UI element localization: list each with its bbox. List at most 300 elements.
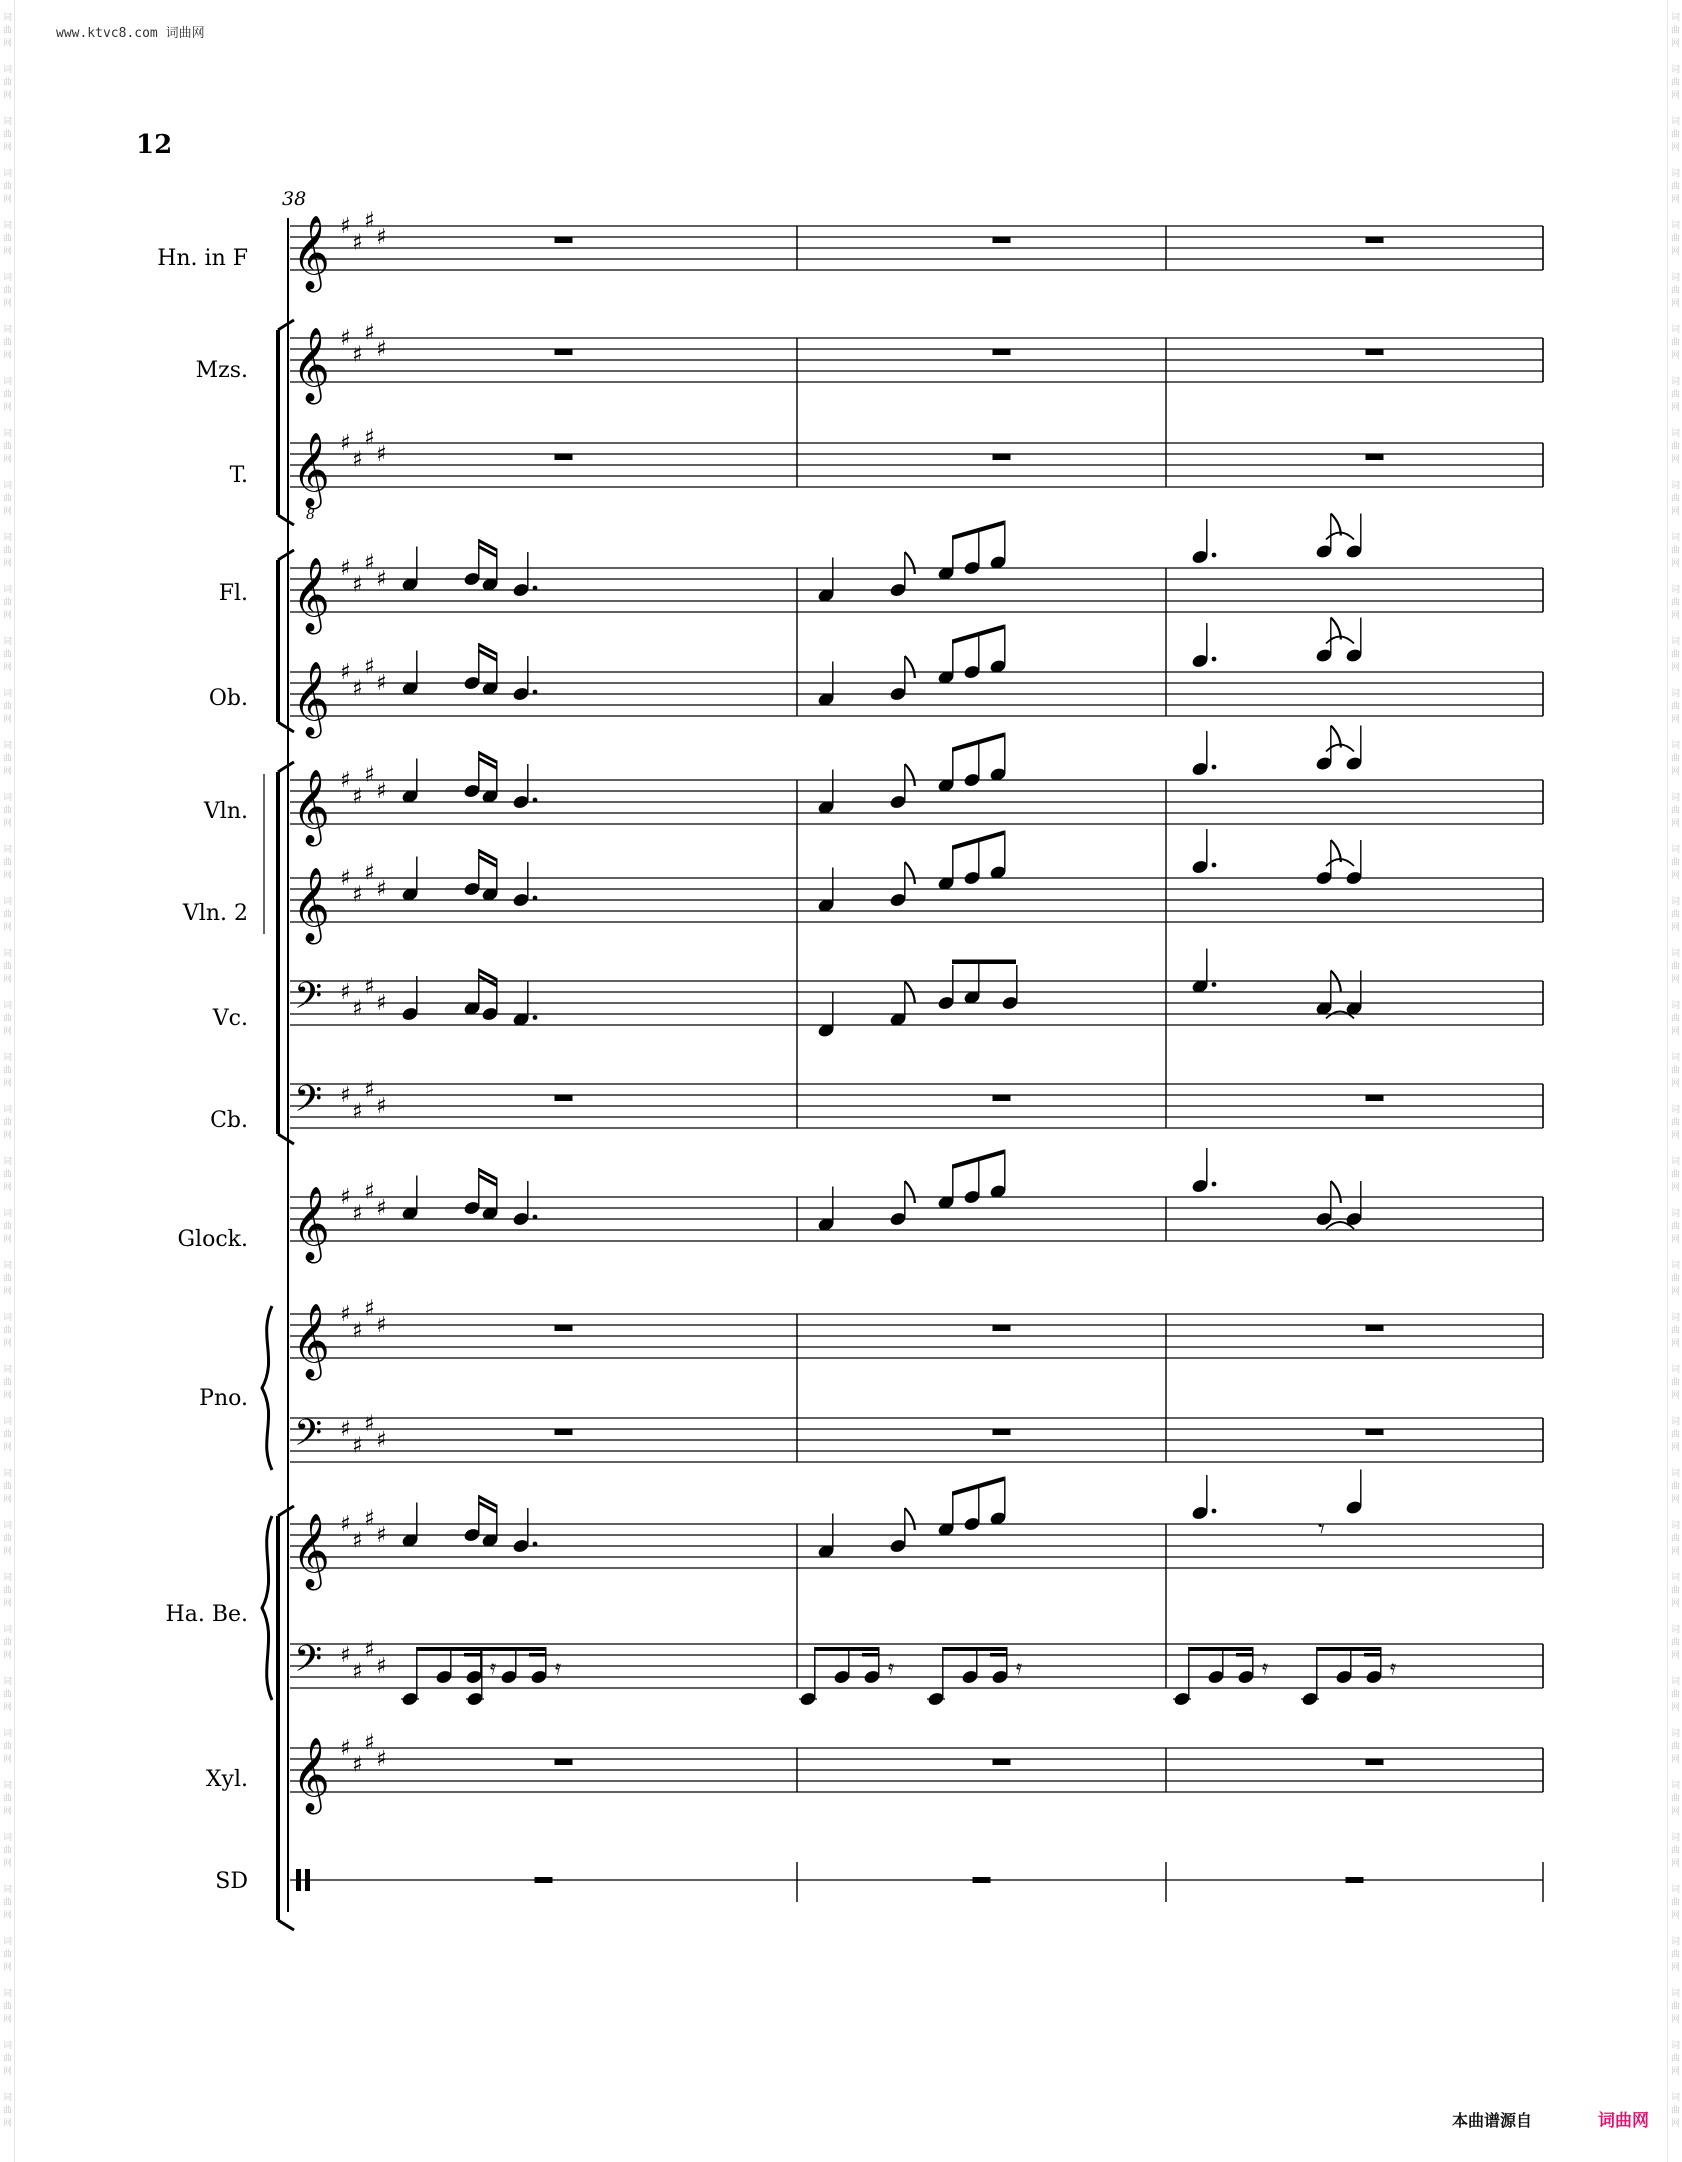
beam <box>862 1653 879 1657</box>
key-sharp: ♯ <box>352 230 363 256</box>
measure-number: 38 <box>282 188 307 210</box>
beam <box>952 733 1004 753</box>
margin-glyph: 曲 <box>1671 2002 1681 2012</box>
margin-glyph: 网 <box>3 767 13 777</box>
key-sharp: ♯ <box>376 877 387 902</box>
sixteenth-rest: 𝄿 <box>555 1655 562 1679</box>
margin-glyph: 网 <box>3 1443 13 1453</box>
margin-glyph: 网 <box>1671 2067 1681 2077</box>
margin-glyph: 网 <box>1671 1755 1681 1765</box>
margin-glyph: 网 <box>1671 1963 1681 1973</box>
margin-glyph: 词 <box>1671 1989 1681 1999</box>
instrument-label: Fl. <box>218 581 248 606</box>
key-sharp: ♯ <box>340 214 351 239</box>
margin-glyph: 词 <box>1671 1365 1681 1375</box>
margin-glyph: 词 <box>3 1469 13 1479</box>
margin-glyph: 词 <box>1671 13 1681 23</box>
margin-glyph: 网 <box>1671 247 1681 257</box>
treble-clef: 𝄞 <box>292 770 330 844</box>
whole-rest <box>1346 1877 1364 1883</box>
footer-source-text: 本曲谱源自 <box>1452 2111 1533 2130</box>
margin-glyph: 曲 <box>3 1378 13 1388</box>
margin-glyph: 词 <box>3 637 13 647</box>
brace <box>262 1306 272 1470</box>
key-sharp: ♯ <box>364 550 375 576</box>
key-sharp: ♯ <box>364 425 375 451</box>
footer-brand-link[interactable]: 词曲网 <box>1598 2111 1649 2131</box>
dot <box>533 690 538 695</box>
margin-glyph: 曲 <box>3 78 13 88</box>
key-sharp: ♯ <box>352 572 363 598</box>
margin-glyph: 网 <box>3 1183 13 1193</box>
treble-clef: 𝄞 <box>292 433 330 507</box>
key-sharp: ♯ <box>340 768 351 793</box>
margin-glyph: 网 <box>1671 351 1681 361</box>
margin-glyph: 曲 <box>1671 442 1681 452</box>
margin-glyph: 曲 <box>3 1274 13 1284</box>
key-sharp: ♯ <box>376 1654 387 1679</box>
instrument-label: Glock. <box>177 1227 248 1252</box>
treble-clef: 𝄞 <box>292 1514 330 1588</box>
margin-glyph: 曲 <box>1671 1170 1681 1180</box>
bracket-hook <box>278 1920 294 1930</box>
margin-glyph: 词 <box>1671 897 1681 907</box>
beam <box>952 960 1016 965</box>
margin-glyph: 曲 <box>3 2002 13 2012</box>
beam <box>943 1647 1007 1651</box>
margin-glyph: 词 <box>3 845 13 855</box>
beam <box>815 1647 879 1651</box>
dot <box>1212 553 1217 558</box>
margin-glyph: 网 <box>1671 715 1681 725</box>
margin-glyph: 词 <box>1671 1677 1681 1687</box>
key-sharp: ♯ <box>364 1411 375 1437</box>
sixteenth-rest: 𝄿 <box>1390 1655 1397 1679</box>
margin-glyph: 曲 <box>3 806 13 816</box>
dot <box>533 1542 538 1547</box>
instrument-label: Vln. 2 <box>182 901 248 926</box>
margin-glyph: 曲 <box>3 182 13 192</box>
key-sharp: ♯ <box>376 337 387 362</box>
sixteenth-rest: 𝄿 <box>888 1655 895 1679</box>
margin-glyph: 网 <box>3 195 13 205</box>
margin-glyph: 网 <box>1671 507 1681 517</box>
margin-glyph: 词 <box>1671 585 1681 595</box>
margin-glyph: 词 <box>1671 741 1681 751</box>
key-sharp: ♯ <box>352 1659 363 1685</box>
margin-glyph: 词 <box>1671 1261 1681 1271</box>
beam <box>529 1653 546 1657</box>
margin-glyph: 词 <box>1671 1105 1681 1115</box>
margin-glyph: 词 <box>3 1157 13 1167</box>
flag <box>905 764 915 786</box>
margin-glyph: 曲 <box>1671 1430 1681 1440</box>
key-sharp: ♯ <box>352 447 363 473</box>
margin-glyph: 网 <box>1671 1651 1681 1661</box>
instrument-label: Cb. <box>210 1108 248 1133</box>
margin-glyph: 词 <box>3 1417 13 1427</box>
whole-rest <box>1366 237 1384 243</box>
whole-rest <box>1366 1325 1384 1331</box>
margin-glyph: 网 <box>1671 611 1681 621</box>
margin-glyph: 网 <box>1671 143 1681 153</box>
margin-glyph: 网 <box>1671 1391 1681 1401</box>
key-sharp: ♯ <box>340 1512 351 1537</box>
flag <box>905 656 915 678</box>
key-sharp: ♯ <box>376 225 387 250</box>
margin-glyph: 网 <box>3 455 13 465</box>
margin-glyph: 曲 <box>3 546 13 556</box>
key-sharp: ♯ <box>340 980 351 1005</box>
key-sharp: ♯ <box>340 1643 351 1668</box>
margin-glyph: 词 <box>3 1885 13 1895</box>
margin-glyph: 曲 <box>3 1586 13 1596</box>
margin-glyph: 曲 <box>3 1950 13 1960</box>
key-sharp: ♯ <box>340 866 351 891</box>
margin-glyph: 曲 <box>3 1430 13 1440</box>
margin-glyph: 词 <box>3 1833 13 1843</box>
margin-glyph: 词 <box>1671 637 1681 647</box>
margin-glyph: 词 <box>3 429 13 439</box>
margin-glyph: 词 <box>3 13 13 23</box>
key-sharp: ♯ <box>340 1185 351 1210</box>
margin-glyph: 网 <box>3 1287 13 1297</box>
key-sharp: ♯ <box>364 974 375 1000</box>
margin-glyph: 词 <box>1671 1001 1681 1011</box>
margin-glyph: 网 <box>1671 1079 1681 1089</box>
bracket-hook <box>278 1134 294 1144</box>
margin-glyph: 网 <box>3 403 13 413</box>
margin-glyph: 网 <box>3 1859 13 1869</box>
bass-clef: 𝄢 <box>294 1638 323 1689</box>
key-sharp: ♯ <box>376 1523 387 1548</box>
margin-glyph: 曲 <box>1671 910 1681 920</box>
margin-glyph: 曲 <box>1671 286 1681 296</box>
key-sharp: ♯ <box>340 556 351 581</box>
key-sharp: ♯ <box>340 660 351 685</box>
margin-glyph: 网 <box>3 1495 13 1505</box>
margin-glyph: 词 <box>1671 1469 1681 1479</box>
beam <box>952 1150 1004 1170</box>
key-sharp: ♯ <box>352 784 363 810</box>
margin-glyph: 网 <box>3 1703 13 1713</box>
margin-glyph: 曲 <box>1671 1482 1681 1492</box>
instrument-label: T. <box>229 463 248 488</box>
margin-glyph: 词 <box>3 1521 13 1531</box>
dot <box>1212 657 1217 662</box>
margin-glyph: 网 <box>3 1339 13 1349</box>
beam <box>952 1477 1004 1497</box>
margin-glyph: 曲 <box>1671 338 1681 348</box>
whole-rest <box>993 1095 1011 1101</box>
margin-glyph: 曲 <box>1671 1690 1681 1700</box>
whole-rest <box>973 1877 991 1883</box>
margin-glyph: 词 <box>1671 1417 1681 1427</box>
margin-glyph: 词 <box>1671 1625 1681 1635</box>
margin-glyph: 网 <box>1671 1599 1681 1609</box>
key-sharp: ♯ <box>352 1201 363 1227</box>
margin-glyph: 词 <box>1671 1209 1681 1219</box>
key-sharp: ♯ <box>376 671 387 696</box>
key-sharp: ♯ <box>376 442 387 467</box>
margin-glyph: 曲 <box>1671 78 1681 88</box>
beam <box>952 625 1004 645</box>
sixteenth-rest: 𝄿 <box>490 1655 497 1679</box>
site-url[interactable]: www.ktvc8.com 词曲网 <box>56 26 205 41</box>
whole-rest <box>555 1095 573 1101</box>
margin-glyph: 网 <box>1671 975 1681 985</box>
bass-clef: 𝄢 <box>294 1412 323 1463</box>
flag <box>905 1508 915 1530</box>
margin-glyph: 网 <box>3 351 13 361</box>
margin-glyph: 曲 <box>3 1690 13 1700</box>
margin-glyph: 曲 <box>1671 1118 1681 1128</box>
percussion-clef <box>296 1869 301 1891</box>
margin-glyph: 曲 <box>1671 1222 1681 1232</box>
sixteenth-rest: 𝄿 <box>1016 1655 1023 1679</box>
instrument-label: Hn. in F <box>157 246 248 271</box>
margin-glyph: 曲 <box>1671 546 1681 556</box>
margin-glyph: 词 <box>1671 2093 1681 2103</box>
margin-glyph: 词 <box>3 1625 13 1635</box>
key-sharp: ♯ <box>376 1747 387 1772</box>
key-sharp: ♯ <box>364 860 375 886</box>
dot <box>1212 1182 1217 1187</box>
margin-glyph: 网 <box>3 1599 13 1609</box>
whole-rest <box>993 349 1011 355</box>
margin-glyph: 词 <box>3 1365 13 1375</box>
margin-glyph: 网 <box>3 1911 13 1921</box>
margin-glyph: 曲 <box>1671 26 1681 36</box>
margin-glyph: 网 <box>1671 91 1681 101</box>
octave-marker: 8 <box>306 507 315 523</box>
margin-glyph: 词 <box>3 1105 13 1115</box>
key-sharp: ♯ <box>376 991 387 1016</box>
margin-glyph: 网 <box>1671 1183 1681 1193</box>
instrument-label: Vc. <box>212 1006 248 1031</box>
margin-glyph: 网 <box>3 1755 13 1765</box>
key-sharp: ♯ <box>364 1179 375 1205</box>
margin-glyph: 词 <box>3 1937 13 1947</box>
margin-glyph: 网 <box>3 247 13 257</box>
margin-glyph: 词 <box>1671 1313 1681 1323</box>
margin-glyph: 网 <box>1671 871 1681 881</box>
margin-glyph: 网 <box>1671 1339 1681 1349</box>
margin-glyph: 曲 <box>1671 1066 1681 1076</box>
margin-glyph: 网 <box>3 2067 13 2077</box>
margin-glyph: 网 <box>1671 559 1681 569</box>
margin-glyph: 词 <box>3 1001 13 1011</box>
margin-glyph: 曲 <box>1671 1898 1681 1908</box>
key-sharp: ♯ <box>352 1099 363 1125</box>
key-sharp: ♯ <box>364 1077 375 1103</box>
margin-glyph: 曲 <box>3 910 13 920</box>
margin-glyph: 网 <box>3 1235 13 1245</box>
beam <box>1317 1647 1381 1651</box>
page-number: 12 <box>136 130 173 160</box>
instrument-label: Ob. <box>208 686 248 711</box>
whole-rest <box>555 1759 573 1765</box>
key-sharp: ♯ <box>364 320 375 346</box>
margin-glyph: 词 <box>3 1053 13 1063</box>
margin-glyph: 词 <box>1671 221 1681 231</box>
margin-glyph: 词 <box>1671 1157 1681 1167</box>
sixteenth-rest: 𝄿 <box>1262 1655 1269 1679</box>
margin-glyph: 网 <box>1671 2015 1681 2025</box>
margin-glyph: 曲 <box>1671 1638 1681 1648</box>
key-sharp: ♯ <box>352 1318 363 1344</box>
key-sharp: ♯ <box>376 1313 387 1338</box>
key-sharp: ♯ <box>376 1196 387 1221</box>
margin-glyph: 曲 <box>1671 494 1681 504</box>
margin-glyph: 词 <box>1671 1573 1681 1583</box>
margin-glyph: 曲 <box>1671 1378 1681 1388</box>
dot <box>533 798 538 803</box>
dot <box>533 586 538 591</box>
margin-glyph: 词 <box>1671 793 1681 803</box>
dot <box>1212 1509 1217 1514</box>
key-sharp: ♯ <box>364 1730 375 1756</box>
margin-glyph: 词 <box>1671 1781 1681 1791</box>
instrument-label: Vln. <box>203 799 248 824</box>
margin-glyph: 网 <box>1671 195 1681 205</box>
whole-rest <box>993 1759 1011 1765</box>
beam <box>952 521 1004 541</box>
key-sharp: ♯ <box>340 326 351 351</box>
whole-rest <box>555 237 573 243</box>
whole-rest <box>1366 1429 1384 1435</box>
whole-rest <box>1366 1759 1384 1765</box>
margin-glyph: 曲 <box>1671 598 1681 608</box>
margin-glyph: 词 <box>3 1677 13 1687</box>
flag <box>905 862 915 884</box>
margin-glyph: 词 <box>3 689 13 699</box>
margin-glyph: 词 <box>1671 1937 1681 1947</box>
margin-glyph: 网 <box>3 1131 13 1141</box>
margin-glyph: 曲 <box>3 1326 13 1336</box>
margin-glyph: 词 <box>3 1313 13 1323</box>
margin-glyph: 网 <box>1671 1131 1681 1141</box>
margin-glyph: 曲 <box>3 962 13 972</box>
margin-glyph: 曲 <box>1671 182 1681 192</box>
margin-glyph: 曲 <box>3 26 13 36</box>
margin-glyph: 曲 <box>3 494 13 504</box>
margin-glyph: 曲 <box>1671 2106 1681 2116</box>
margin-glyph: 曲 <box>3 754 13 764</box>
key-sharp: ♯ <box>376 567 387 592</box>
margin-glyph: 曲 <box>1671 1846 1681 1856</box>
margin-glyph: 曲 <box>3 1170 13 1180</box>
margin-glyph: 曲 <box>3 130 13 140</box>
margin-glyph: 曲 <box>3 650 13 660</box>
key-sharp: ♯ <box>352 1528 363 1554</box>
margin-glyph: 网 <box>1671 1235 1681 1245</box>
margin-glyph: 词 <box>3 273 13 283</box>
margin-glyph: 网 <box>3 39 13 49</box>
treble-clef: 𝄞 <box>292 868 330 942</box>
margin-glyph: 网 <box>1671 1443 1681 1453</box>
margin-glyph: 词 <box>3 117 13 127</box>
whole-rest <box>1366 1095 1384 1101</box>
margin-glyph: 网 <box>1671 767 1681 777</box>
margin-glyph: 网 <box>3 1027 13 1037</box>
margin-glyph: 词 <box>3 585 13 595</box>
whole-rest <box>993 237 1011 243</box>
key-sharp: ♯ <box>376 779 387 804</box>
margin-glyph: 网 <box>3 1547 13 1557</box>
key-sharp: ♯ <box>364 1506 375 1532</box>
margin-glyph: 曲 <box>1671 390 1681 400</box>
margin-glyph: 词 <box>3 793 13 803</box>
instrument-label: Pno. <box>199 1386 248 1411</box>
margin-glyph: 词 <box>1671 325 1681 335</box>
key-sharp: ♯ <box>352 996 363 1022</box>
margin-glyph: 词 <box>3 2093 13 2103</box>
margin-glyph: 词 <box>3 1209 13 1219</box>
dot <box>1212 982 1217 987</box>
margin-glyph: 曲 <box>1671 1586 1681 1596</box>
margin-glyph: 网 <box>1671 1287 1681 1297</box>
margin-glyph: 词 <box>1671 65 1681 75</box>
margin-glyph: 词 <box>1671 689 1681 699</box>
margin-glyph: 曲 <box>3 1846 13 1856</box>
margin-glyph: 曲 <box>3 1742 13 1752</box>
margin-glyph: 网 <box>1671 299 1681 309</box>
margin-glyph: 曲 <box>3 858 13 868</box>
margin-glyph: 词 <box>1671 845 1681 855</box>
margin-glyph: 曲 <box>1671 754 1681 764</box>
margin-glyph: 曲 <box>1671 1014 1681 1024</box>
key-sharp: ♯ <box>364 654 375 680</box>
key-sharp: ♯ <box>340 431 351 456</box>
margin-glyph: 网 <box>3 611 13 621</box>
margin-glyph: 曲 <box>3 286 13 296</box>
instrument-label: Xyl. <box>205 1767 248 1792</box>
key-sharp: ♯ <box>364 208 375 234</box>
treble-clef: 𝄞 <box>292 1304 330 1378</box>
margin-glyph: 曲 <box>3 2106 13 2116</box>
beam <box>1189 1647 1253 1651</box>
margin-glyph: 网 <box>3 715 13 725</box>
margin-glyph: 词 <box>3 1729 13 1739</box>
margin-glyph: 词 <box>1671 949 1681 959</box>
treble-clef: 𝄞 <box>292 328 330 402</box>
margin-glyph: 曲 <box>1671 650 1681 660</box>
whole-rest <box>555 454 573 460</box>
margin-glyph: 曲 <box>3 1482 13 1492</box>
dot <box>1212 765 1217 770</box>
margin-glyph: 曲 <box>1671 858 1681 868</box>
margin-glyph: 网 <box>1671 1703 1681 1713</box>
key-sharp: ♯ <box>340 1083 351 1108</box>
margin-glyph: 网 <box>1671 1859 1681 1869</box>
margin-glyph: 词 <box>1671 1885 1681 1895</box>
key-sharp: ♯ <box>352 676 363 702</box>
margin-glyph: 词 <box>3 325 13 335</box>
key-sharp: ♯ <box>340 1302 351 1327</box>
margin-glyph: 网 <box>3 975 13 985</box>
margin-glyph: 网 <box>1671 819 1681 829</box>
margin-glyph: 词 <box>3 741 13 751</box>
key-sharp: ♯ <box>364 1296 375 1322</box>
margin-glyph: 网 <box>3 1391 13 1401</box>
key-sharp: ♯ <box>352 342 363 368</box>
margin-glyph: 网 <box>3 507 13 517</box>
whole-rest <box>993 454 1011 460</box>
margin-glyph: 词 <box>3 1261 13 1271</box>
key-sharp: ♯ <box>352 1752 363 1778</box>
flag <box>1331 1181 1341 1203</box>
